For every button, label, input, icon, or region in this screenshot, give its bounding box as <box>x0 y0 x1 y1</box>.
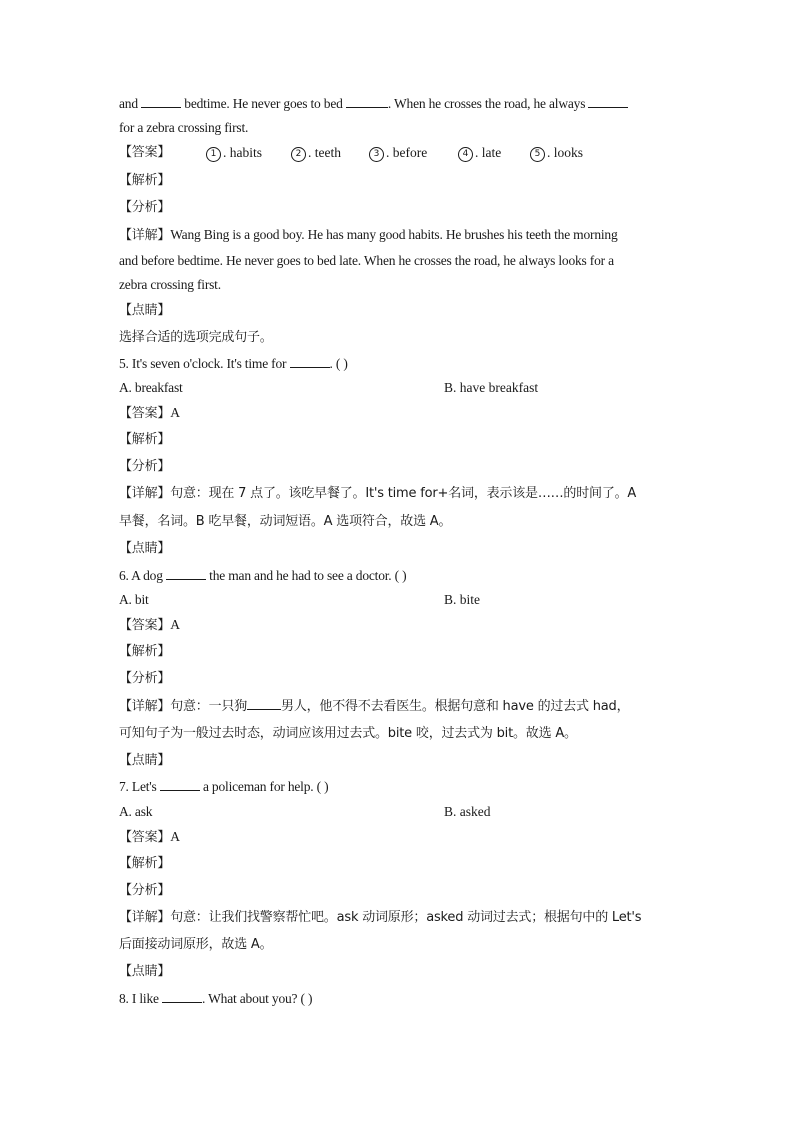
fenxi-tag: 【分析】 <box>119 883 171 898</box>
dianjing-tag: 【点睛】 <box>119 303 171 318</box>
detail-tag: 【详解】 <box>119 486 171 501</box>
answer-2 <box>291 144 341 162</box>
detail-text: 男人，他不得不去看医生。根据句意和 have 的过去式 had， <box>281 699 630 714</box>
jiexi-tag: 【解析】 <box>119 173 171 188</box>
answer-text: . before <box>386 145 428 160</box>
option-b: B. have breakfast <box>444 380 539 395</box>
dianjing-tag: 【点睛】 <box>119 964 171 979</box>
passage-line-2: for a zebra crossing first. <box>119 120 249 135</box>
detail-text: 句意：现在 7 点了。该吃早餐了。It's time for+名词，表示该是……的时间了。A <box>170 486 637 501</box>
stem-text: a policeman for help. ( ) <box>202 779 329 794</box>
passage-text: . When he crosses the road, he always <box>387 96 586 111</box>
circled-number: 4 <box>458 147 473 162</box>
blank <box>346 95 388 108</box>
stem-text: 7. Let's <box>119 779 157 794</box>
detail-text: Wang Bing is a good boy. He has many good habits. He brushes his teeth the morning <box>170 227 618 242</box>
detail-line <box>119 485 636 503</box>
circled-number: 1 <box>206 147 221 162</box>
answer-value: A <box>170 405 180 420</box>
detail-tag: 【详解】 <box>119 699 171 714</box>
fenxi-tag: 【分析】 <box>119 671 171 686</box>
answer-text: . looks <box>547 145 584 160</box>
answer-value: A <box>170 617 180 632</box>
option-a: A. ask <box>119 804 153 819</box>
detail-line: zebra crossing first. <box>119 277 221 292</box>
blank <box>141 95 181 108</box>
detail-tag: 【详解】 <box>119 910 171 925</box>
detail-line <box>119 909 641 927</box>
answer-value: A <box>170 829 180 844</box>
answer-tag: 【答案】 <box>119 145 171 160</box>
question-6-stem <box>119 567 406 585</box>
jiexi-tag: 【解析】 <box>119 856 171 871</box>
answer-3 <box>369 144 427 162</box>
detail-text: 句意：一只狗 <box>170 699 248 714</box>
question-8-stem <box>119 990 312 1008</box>
answer-line <box>119 404 180 423</box>
stem-text: . ( ) <box>329 356 348 371</box>
option-b: B. asked <box>444 804 491 819</box>
detail-text: 句意：让我们找警察帮忙吧。ask 动词原形；asked 动词过去式；根据句中的 Let's <box>170 910 642 925</box>
stem-text: 8. I like <box>119 991 159 1006</box>
question-5-stem <box>119 355 348 373</box>
blank <box>290 355 330 368</box>
option-a: A. bit <box>119 592 149 607</box>
blank <box>588 95 628 108</box>
passage-line-1 <box>119 95 628 113</box>
stem-text: the man and he had to see a doctor. ( ) <box>209 568 407 583</box>
fenxi-tag: 【分析】 <box>119 459 171 474</box>
detail-line <box>119 697 629 716</box>
answer-1 <box>206 144 262 162</box>
fenxi-tag: 【分析】 <box>119 200 171 215</box>
jiexi-tag: 【解析】 <box>119 432 171 447</box>
blank <box>160 778 200 791</box>
dianjing-tag: 【点睛】 <box>119 541 171 556</box>
detail-line: 早餐，名词。B 吃早餐，动词短语。A 选项符合，故选 A。 <box>119 514 452 529</box>
answer-line <box>119 828 180 847</box>
answer-text: . teeth <box>308 145 341 160</box>
answer-4 <box>458 144 501 162</box>
detail-line: 后面接动词原形，故选 A。 <box>119 937 273 952</box>
dianjing-tag: 【点睛】 <box>119 753 171 768</box>
circled-number: 3 <box>369 147 384 162</box>
stem-text: 5. It's seven o'clock. It's time for <box>119 356 287 371</box>
detail-line: 可知句子为一般过去时态，动词应该用过去式。bite 咬，过去式为 bit。故选 A。 <box>119 726 577 741</box>
question-7-stem <box>119 778 328 796</box>
option-b: B. bite <box>444 592 480 607</box>
answer-tag: 【答案】 <box>119 618 171 633</box>
answer-line <box>119 616 180 635</box>
answer-text: . habits <box>223 145 262 160</box>
answer-5 <box>530 144 583 162</box>
circled-number: 2 <box>291 147 306 162</box>
jiexi-tag: 【解析】 <box>119 644 171 659</box>
answer-text: . late <box>475 145 502 160</box>
circled-number: 5 <box>530 147 545 162</box>
stem-text: . What about you? ( ) <box>202 991 313 1006</box>
option-a: A. breakfast <box>119 380 183 395</box>
blank <box>166 567 206 580</box>
detail-line <box>119 226 618 245</box>
detail-line: and before bedtime. He never goes to bed late. When he crosses the road, he always looks for a <box>119 253 614 268</box>
tip-text: 选择合适的选项完成句子。 <box>119 330 273 345</box>
blank <box>162 990 202 1003</box>
answer-tag: 【答案】 <box>119 406 171 421</box>
stem-text: 6. A dog <box>119 568 163 583</box>
passage-text: and <box>119 96 138 111</box>
answer-tag: 【答案】 <box>119 830 171 845</box>
detail-tag: 【详解】 <box>119 228 171 243</box>
passage-text: bedtime. He never goes to bed <box>184 96 343 111</box>
blank <box>247 697 281 710</box>
